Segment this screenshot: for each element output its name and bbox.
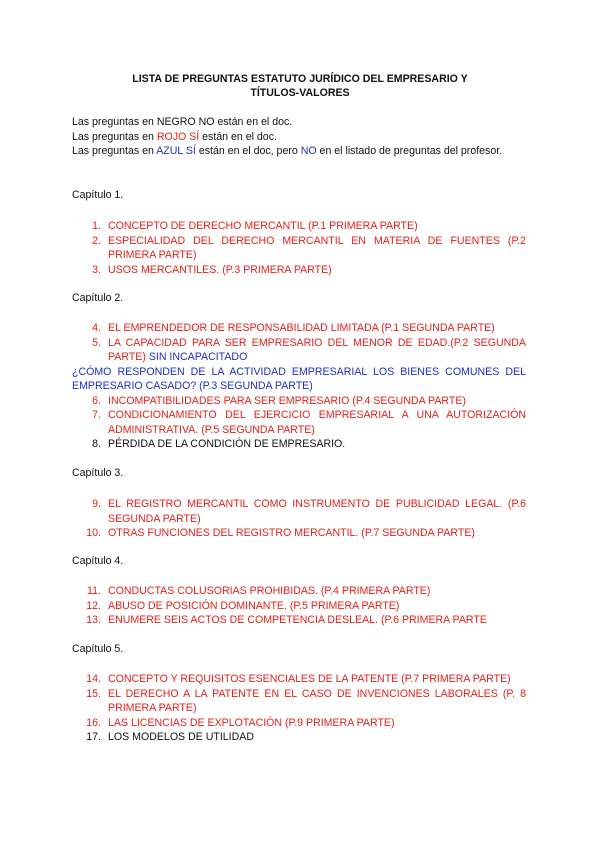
question-number: 13. [86,614,101,626]
blue-question: ¿CÓMO RESPONDEN DE LA ACTIVIDAD EMPRESARIAL LOS BIENES COMUNES DEL EMPRESARIO CASADO? (P.3 SEGUNDA PARTE) [72,365,526,392]
chapter-heading-4: Capítulo 4. [72,555,124,567]
question-item [72,599,526,614]
question-text: LAS LICENCIAS DE EXPLOTACIÓN (P.9 PRIMERA PARTE) [108,716,395,729]
question-text: OTRAS FUNCIONES DEL REGISTRO MERCANTIL. (P.7 SEGUNDA PARTE) [108,527,475,539]
title-line-2: TÍTULOS-VALORES [250,87,350,99]
legend-text: Las preguntas en [72,130,157,143]
question-item [72,584,526,599]
chapter-heading-5: Capítulo 5. [72,643,124,655]
chapter-heading-1: Capítulo 1. [72,189,124,201]
legend-text: están en el doc, pero [195,145,301,157]
question-item [72,219,526,234]
chapter-5-questions [72,672,526,745]
question-item [72,321,526,336]
question-number: 8. [92,438,101,450]
question-text: INCOMPATIBILIDADES PARA SER EMPRESARIO (P.4 SEGUNDA PARTE) [108,394,466,407]
question-number: 4. [92,322,101,334]
question-number: 2. [92,234,101,247]
question-text: ABUSO DE POSICIÓN DOMINANTE. (P.5 PRIMERA PARTE) [108,599,400,612]
question-number: 11. [87,585,101,597]
legend-key-red: ROJO SÍ [156,130,200,143]
question-number: 1. [92,220,101,232]
question-number: 15. [86,687,101,700]
legend-text: están en el doc. [214,116,293,128]
chapter-heading-3: Capítulo 3. [72,467,124,479]
chapter-3-questions [72,497,526,541]
question-item [72,234,526,263]
question-number: 17. [86,731,101,743]
question-item [72,394,526,409]
chapter-heading-2: Capítulo 2. [72,292,124,304]
chapter-1-questions [72,219,526,277]
legend-red [72,130,502,145]
chapter-4-questions [72,584,526,628]
question-text-red: LA CAPACIDAD PARA SER EMPRESARIO DEL MENOR DE EDAD.(P.2 SEGUNDA PARTE) [108,336,526,363]
question-text: CONCEPTO Y REQUISITOS ESENCIALES DE LA PATENTE (P.7 PRIMERA PARTE) [108,673,511,685]
title-line-1: LISTA DE PREGUNTAS ESTATUTO JURÍDICO DEL EMPRESARIO Y [132,73,468,85]
legend-text: en el listado de preguntas del profesor. [316,145,503,157]
legend-text: Las preguntas en [72,145,157,157]
question-text: CONDUCTAS COLUSORIAS PROHIBIDAS. (P.4 PRIMERA PARTE) [108,585,431,597]
question-number: 7. [92,409,101,421]
legend-text: Las preguntas en [72,116,157,128]
question-text: ESPECIALIDAD DEL DERECHO MERCANTIL EN MATERIA DE FUENTES (P.2 PRIMERA PARTE) [108,234,526,261]
question-item [72,730,526,745]
legend-key-blue: AZUL SÍ [156,145,196,157]
question-item [72,336,526,365]
question-text: ENUMERE SEIS ACTOS DE COMPETENCIA DESLEAL. (P.6 PRIMERA PARTE [108,614,487,626]
question-text: EL REGISTRO MERCANTIL COMO INSTRUMENTO DE PUBLICIDAD LEGAL. (P.6 SEGUNDA PARTE) [108,498,526,525]
question-item [72,263,526,278]
question-number: 5. [92,336,101,349]
question-text [108,336,526,365]
question-item [72,437,526,452]
question-text: USOS MERCANTILES. (P.3 PRIMERA PARTE) [108,263,332,276]
legend-key-black: NEGRO NO [156,116,215,128]
question-item [72,716,526,731]
question-text: EL EMPRENDEDOR DE RESPONSABILIDAD LIMITADA (P.1 SEGUNDA PARTE) [108,322,495,334]
question-text: EL DERECHO A LA PATENTE EN EL CASO DE INVENCIONES LABORALES (P. 8 PRIMERA PARTE) [108,687,526,714]
question-text-blue: SIN INCAPACITADO [145,351,248,363]
question-item [72,497,526,526]
legend-blue [72,144,502,159]
question-number: 16. [86,716,101,729]
question-item [72,408,526,437]
question-text: CONCEPTO DE DERECHO MERCANTIL (P.1 PRIMERA PARTE) [108,220,418,232]
question-number: 6. [92,394,101,407]
question-item [72,613,526,628]
question-text: PÉRDIDA DE LA CONDICIÓN DE EMPRESARIO. [108,438,346,450]
question-item [72,526,526,541]
question-item [72,672,526,687]
question-number: 12. [86,599,101,612]
question-number: 3. [92,263,101,276]
legend-key-no: NO [300,145,317,157]
question-text: LOS MODELOS DE UTILIDAD [108,731,254,743]
color-legend [72,115,502,159]
question-text: CONDICIONAMIENTO DEL EJERCICIO EMPRESARIAL A UNA AUTORIZACIÓN ADMINISTRATIVA. (P.5 SEGUNDA PARTE) [108,409,526,436]
question-number: 14. [86,673,101,685]
question-number: 9. [92,498,101,510]
question-item [72,687,526,716]
chapter-2-questions [72,321,526,452]
legend-black [72,115,502,130]
legend-text: están en el doc. [199,130,277,143]
document-title [60,72,540,100]
question-number: 10. [86,527,101,539]
